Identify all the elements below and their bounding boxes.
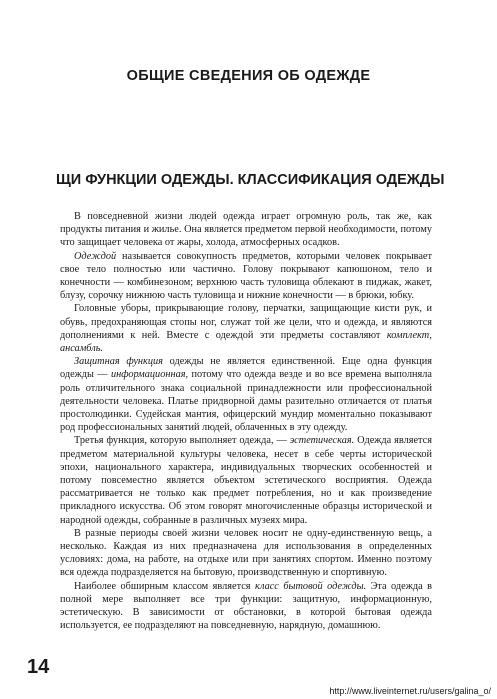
- text-run: В повседневной жизни людей одежда играет огромную роль, так же, как продукты питания и жилье. Она является предметом первой необходимости, потому что защищает человека от жары, холода, атмосферных осадков.: [60, 211, 432, 249]
- text-run: В разные периоды своей жизни человек носит не одну-единственную вещь, а несколько. Каждая из них предназначена для использования в определенных условиях: дома, на работе, на отдыхе или при занятиях спортом. Именно поэтому вся одежда подразделяется на бытовую, производственную и спортивную.: [60, 527, 432, 579]
- paragraph: [60, 527, 432, 580]
- text-run: Одежда является предметом материальной культуры человека, несет в себе черты исторической эпохи, национального характера, индивидуальных творческих особенностей и потому повсеместно является объектом эстетического восприятия. Одежда рассматривается не только как предмет потребления, но и как произведение прикладного искусства. Об этом говорят многочисленные образцы исторической и народной одежды, собранные в различных музеях мира.: [60, 435, 432, 526]
- text-run: потому что одежда везде и во все времена выполняла роль отличительного знака социальной принадлежности или профессиональной деятельности человека. Платье придворной дамы разительно отличается от платья простолюдинки. Судейская мантия, офицерский мундир моментально показывают род профессиональных занятий людей, облаченных в эту одежду.: [60, 369, 432, 434]
- text-run: Головные уборы, прикрывающие голову, перчатки, защищающие кисти рук, и обувь, предохраняющая стопы ног, служат той же цели, что и одежда, и являются дополнениями к ней. Вместе с одеждой эти предметы составляют: [60, 303, 432, 341]
- body-text: [60, 210, 432, 633]
- emphasis-term: Одеждой: [74, 250, 117, 262]
- text-run: Наиболее обширным классом является: [74, 580, 255, 592]
- section-title-text: ФУНКЦИИ ОДЕЖДЫ. КЛАССИФИКАЦИЯ ОДЕЖДЫ: [81, 172, 445, 188]
- paragraph: [60, 355, 432, 434]
- text-run: называется совокупность предметов, которыми человек покрывает свое тело полностью или частично. Голову покрывают капюшоном, тело и конечности — комбинезоном; верхнюю часть туловища облекают в пиджак, жакет, блузу, сорочку нижнюю часть туловища и нижние конечности — в брюки, юбку.: [60, 250, 432, 302]
- emphasis-term: комплект, ансамбль.: [60, 329, 432, 355]
- emphasis-term: информационная,: [110, 369, 189, 381]
- paragraph: [60, 302, 432, 355]
- paragraph: [60, 580, 432, 633]
- watermark-link[interactable]: http://www.liveinternet.ru/users/galina_o/: [329, 686, 491, 696]
- section-title: [56, 172, 476, 188]
- emphasis-term: класс бытовой одежды.: [254, 580, 367, 592]
- text-run: Третья функция, которую выполняет одежда, —: [74, 435, 290, 447]
- section-title-lead: ЩИ: [56, 172, 82, 188]
- text-run: Эта одежда в полной мере выполняет все три функции: защитную, информационную, эстетическую. В зависимости от обстановки, в которой бытовая одежда используется, ее подразделяют на повседневную, нарядную, домашнюю.: [60, 580, 432, 632]
- paragraph: [60, 210, 432, 250]
- text-run: одежды не является единственной. Еще одна функция одежды —: [60, 356, 432, 381]
- emphasis-term: эстетическая.: [289, 435, 355, 447]
- chapter-title: ОБЩИЕ СВЕДЕНИЯ ОБ ОДЕЖДЕ: [126, 68, 371, 84]
- page-number: 14: [27, 656, 50, 678]
- paragraph: [60, 434, 432, 526]
- paragraph: [60, 250, 432, 303]
- emphasis-term: Защитная функция: [74, 356, 163, 368]
